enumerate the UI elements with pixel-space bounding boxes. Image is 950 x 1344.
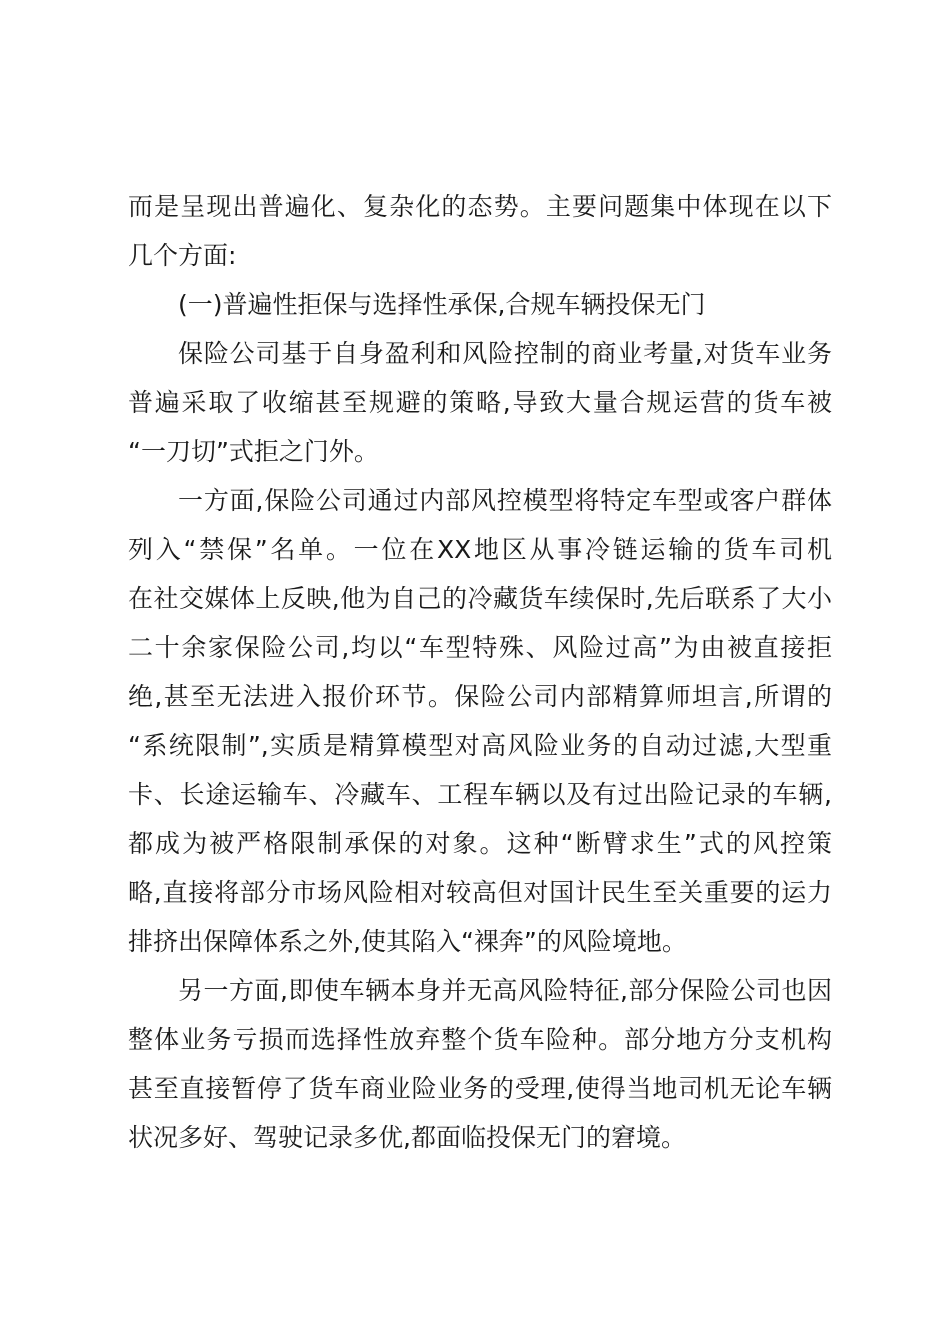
text-line: 普遍采取了收缩甚至规避的策略,导致大量合规运营的货车被 [128,388,832,417]
paragraph-first-line: 另一方面,即使车辆本身并无高风险特征,部分保险公司也因 [178,976,832,1005]
text-line: “一刀切”式拒之门外。 [128,437,379,466]
text-line: 绝,甚至无法进入报价环节。保险公司内部精算师坦言,所谓的 [128,682,832,711]
text-line: 甚至直接暂停了货车商业险业务的受理,使得当地司机无论车辆 [128,1074,832,1103]
text-line: 略,直接将部分市场风险相对较高但对国计民生至关重要的运力 [128,878,832,907]
paragraph-first-line: 一方面,保险公司通过内部风控模型将特定车型或客户群体 [178,486,832,515]
paragraph-first-line: 保险公司基于自身盈利和风险控制的商业考量,对货车业务 [178,339,832,368]
text-line: 状况多好、驾驶记录多优,都面临投保无门的窘境。 [128,1123,686,1152]
text-line: 在社交媒体上反映,他为自己的冷藏货车续保时,先后联系了大小 [128,584,832,613]
text-line: 二十余家保险公司,均以“车型特殊、风险过高”为由被直接拒 [128,633,832,662]
text-line: 而是呈现出普遍化、复杂化的态势。主要问题集中体现在以下 [128,192,832,221]
text-line: 都成为被严格限制承保的对象。这种“断臂求生”式的风控策 [128,829,832,858]
body-text [128,182,832,1162]
text-line: 列入“禁保”名单。一位在XX地区从事冷链运输的货车司机 [128,535,832,564]
section-heading: (一)普遍性拒保与选择性承保,合规车辆投保无门 [178,290,706,319]
text-line: 排挤出保障体系之外,使其陷入“裸奔”的风险境地。 [128,927,687,956]
text-line: 卡、长途运输车、冷藏车、工程车辆以及有过出险记录的车辆, [128,780,832,809]
text-line: “系统限制”,实质是精算模型对高风险业务的自动过滤,大型重 [128,731,832,760]
text-line: 整体业务亏损而选择性放弃整个货车险种。部分地方分支机构 [128,1025,832,1054]
text-line: 几个方面: [128,241,237,270]
